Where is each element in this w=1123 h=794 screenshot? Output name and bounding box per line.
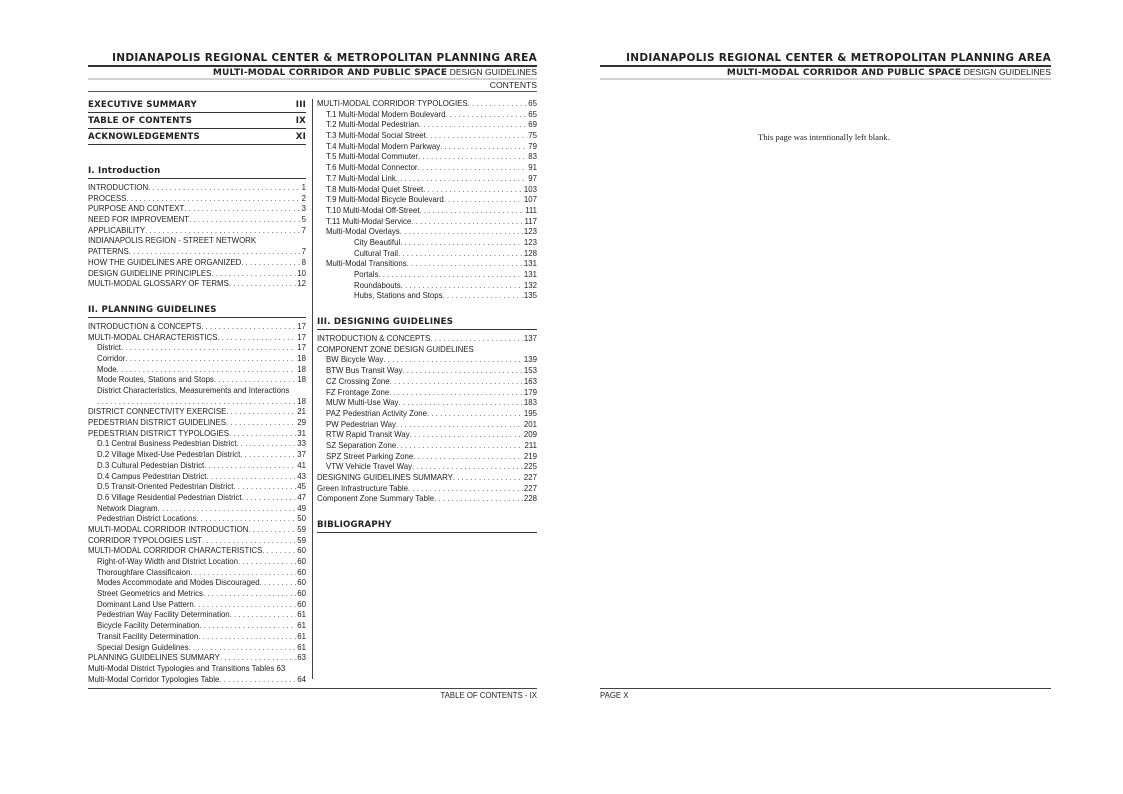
toc-entry[interactable]: . . . 18 (88, 397, 306, 408)
footer-rule (88, 688, 537, 689)
toc-entry[interactable]: T.10 Multi-Modal Off-Street . . . 111 (317, 206, 537, 217)
toc-entry[interactable]: City Beautiful . . . 123 (317, 238, 537, 249)
section-page-number: IX (295, 116, 306, 126)
toc-entry[interactable]: MULTI-MODAL CHARACTERISTICS . . . 17 (88, 333, 306, 344)
toc-entry[interactable]: Mode . . . 18 (88, 365, 306, 376)
toc-entry[interactable]: District Characteristics, Measurements and Interactions (97, 386, 290, 395)
header-title-right: INDIANAPOLIS REGIONAL CENTER & METROPOLITAN PLANNING AREA (626, 52, 1051, 64)
toc-entry[interactable]: NEED FOR IMPROVEMENT . . . 5 (88, 215, 306, 226)
toc-entry[interactable]: T.3 Multi-Modal Social Street . . . 75 (317, 131, 537, 142)
toc-entry[interactable]: DISTRICT CONNECTIVITY EXERCISE . . . 21 (88, 407, 306, 418)
toc-entry[interactable]: PAZ Pedestrian Activity Zone . . . 195 (317, 409, 537, 420)
toc-entry[interactable]: D.5 Transit-Oriented Pedestrian District . . . 45 (88, 482, 306, 493)
toc-entry[interactable]: T.4 Multi-Modal Modern Parkway . . . 79 (317, 142, 537, 153)
toc-entry[interactable]: DESIGNING GUIDELINES SUMMARY . . . 227 (317, 473, 537, 484)
page-number: PAGE X (600, 691, 629, 700)
toc-entry[interactable]: CORRIDOR TYPOLOGIES LIST . . . 59 (88, 536, 306, 547)
toc-entry[interactable]: Street Geometrics and Metrics . . . 60 (88, 589, 306, 600)
toc-entry[interactable]: Portals . . . 131 (317, 270, 537, 281)
toc-entry[interactable]: Hubs, Stations and Stops . . . 135 (317, 291, 537, 302)
toc-entry[interactable]: HOW THE GUIDELINES ARE ORGANIZED . . . 8 (88, 258, 306, 269)
toc-entry[interactable]: Thoroughfare Classificaion . . . 60 (88, 568, 306, 579)
toc-entry[interactable]: MULTI-MODAL CORRIDOR CHARACTERISTICS . . . 60 (88, 546, 306, 557)
header-subtitle-right: MULTI-MODAL CORRIDOR AND PUBLIC SPACE DESIGN GUIDELINES (726, 67, 1051, 78)
section-title: I. Introduction (88, 165, 306, 179)
toc-left-column (88, 99, 306, 685)
toc-entry[interactable]: D.6 Village Residential Pedestrian District . . . 47 (88, 493, 306, 504)
toc-entry[interactable]: CZ Crossing Zone . . . 163 (317, 377, 537, 388)
toc-entry[interactable]: MUW Multi-Use Way . . . 183 (317, 398, 537, 409)
toc-entry[interactable]: Transit Facility Determination . . . 61 (88, 632, 306, 643)
toc-entry[interactable]: SZ Separation Zone . . . 211 (317, 441, 537, 452)
toc-entry[interactable]: Dominant Land Use Pattern . . . 60 (88, 600, 306, 611)
toc-entry[interactable]: T.7 Multi-Modal Link . . . 97 (317, 174, 537, 185)
left-page (0, 0, 560, 794)
toc-entry[interactable]: PW Pedestrian Way . . . 201 (317, 420, 537, 431)
toc-entry[interactable]: D.2 Village Mixed-Use Pedestrian District . . . 37 (88, 450, 306, 461)
header-title: INDIANAPOLIS REGIONAL CENTER & METROPOLITAN PLANNING AREA (112, 52, 537, 64)
section-page-number: III (295, 100, 306, 110)
toc-entry[interactable]: T.8 Multi-Modal Quiet Street . . . 103 (317, 185, 537, 196)
toc-entry[interactable]: INTRODUCTION & CONCEPTS . . . 137 (317, 334, 537, 345)
toc-entry[interactable]: T.2 Multi-Modal Pedestrian . . . 69 (317, 120, 537, 131)
header-bottom-rule (88, 91, 537, 92)
section-title: II. PLANNING GUIDELINES (88, 304, 306, 318)
toc-entry[interactable]: SPZ Street Parking Zone . . . 219 (317, 452, 537, 463)
toc-entry[interactable]: D.1 Central Business Pedestrian District . . . 33 (88, 439, 306, 450)
section-title: ACKNOWLEDGEMENTS XI (88, 131, 306, 145)
page-header-right (600, 52, 1051, 80)
toc-entry[interactable]: RTW Rapid Transit Way . . . 209 (317, 430, 537, 441)
toc-entry[interactable]: Multi-Modal Overlays . . . 123 (317, 227, 537, 238)
toc-entry[interactable]: Right-of-Way Width and District Location . . . 60 (88, 557, 306, 568)
toc-entry[interactable]: D.4 Campus Pedestrian District . . . 43 (88, 472, 306, 483)
toc-right-column (317, 99, 537, 533)
toc-entry[interactable]: PATTERNS . . . 7 (88, 247, 306, 258)
toc-entry[interactable]: VTW Vehicle Travel Way . . . 225 (317, 462, 537, 473)
toc-entry[interactable]: Component Zone Summary Table . . . 228 (317, 494, 537, 505)
toc-entry[interactable]: T.11 Multi-Modal Service . . . 117 (317, 217, 537, 228)
toc-entry[interactable]: T.5 Multi-Modal Commuter . . . 83 (317, 152, 537, 163)
header-grey-band (88, 78, 537, 80)
toc-entry[interactable]: Multi-Modal District Typologies and Transitions Tables 63 (88, 663, 286, 673)
header-grey-band-right (600, 78, 1051, 80)
toc-entry[interactable]: PEDESTRIAN DISTRICT TYPOLOGIES . . . 31 (88, 429, 306, 440)
blank-page-note: This page was intentionally left blank. (758, 132, 890, 142)
toc-entry[interactable]: Green Infrastructure Table . . . 227 (317, 484, 537, 495)
toc-entry[interactable]: D.3 Cultural Pedestrian District . . . 41 (88, 461, 306, 472)
toc-entry[interactable]: Bicycle Facility Determination . . . 61 (88, 621, 306, 632)
toc-entry[interactable]: District . . . 17 (88, 343, 306, 354)
section-title: EXECUTIVE SUMMARY III (88, 99, 306, 113)
footer-rule-right (600, 688, 1051, 689)
toc-entry[interactable]: PURPOSE AND CONTEXT . . . 3 (88, 204, 306, 215)
section-title: TABLE OF CONTENTS IX (88, 115, 306, 129)
toc-entry[interactable]: T.6 Multi-Modal Connector . . . 91 (317, 163, 537, 174)
header-subtitle: MULTI-MODAL CORRIDOR AND PUBLIC SPACE DESIGN GUIDELINES (212, 67, 537, 78)
page-footer: TABLE OF CONTENTS - IX (440, 691, 537, 700)
toc-entry[interactable]: Multi-Modal Transitions . . . 131 (317, 259, 537, 270)
toc-entry[interactable]: APPLICABILITY . . . 7 (88, 226, 306, 237)
header-section: CONTENTS (489, 80, 537, 90)
toc-entry[interactable]: PLANNING GUIDELINES SUMMARY . . . 63 (88, 653, 306, 664)
toc-entry[interactable]: MULTI-MODAL GLOSSARY OF TERMS . . . 12 (88, 279, 306, 290)
toc-entry[interactable]: PROCESS . . . 2 (88, 194, 306, 205)
toc-entry[interactable]: INDIANAPOLIS REGION - STREET NETWORK (88, 236, 257, 246)
toc-entry[interactable]: DESIGN GUIDELINE PRINCIPLES . . . 10 (88, 269, 306, 280)
toc-entry[interactable]: BW Bicycle Way . . . 139 (317, 355, 537, 366)
section-title: III. DESIGNING GUIDELINES (317, 316, 537, 330)
toc-entry[interactable]: INTRODUCTION . . . 1 (88, 183, 306, 194)
section-title: BIBLIOGRAPHY (317, 519, 537, 533)
toc-entry[interactable]: Pedestrian District Locations . . . 50 (88, 514, 306, 525)
toc-entry[interactable]: MULTI-MODAL CORRIDOR INTRODUCTION . . . 59 (88, 525, 306, 536)
toc-entry[interactable]: T.1 Multi-Modal Modern Boulevard . . . 65 (317, 110, 537, 121)
toc-entry[interactable]: Special Design Guidelines . . . 61 (88, 643, 306, 654)
toc-entry[interactable]: PEDESTRIAN DISTRICT GUIDELINES . . . 29 (88, 418, 306, 429)
toc-entry[interactable]: COMPONENT ZONE DESIGN GUIDELINES (317, 344, 474, 354)
toc-entry[interactable]: Roundabouts . . . 132 (317, 281, 537, 292)
toc-entry[interactable]: Pedestrian Way Facility Determination . . . 61 (88, 610, 306, 621)
toc-entry[interactable]: Cultural Trail . . . 128 (317, 249, 537, 260)
right-page (562, 0, 1123, 794)
toc-entry[interactable]: FZ Frontage Zone . . . 179 (317, 388, 537, 399)
toc-entry[interactable]: MULTI-MODAL CORRIDOR TYPOLOGIES . . . 65 (317, 99, 537, 110)
column-divider (312, 99, 313, 679)
toc-entry[interactable]: T.9 Multi-Modal Bicycle Boulevard . . . 107 (317, 195, 537, 206)
toc-entry[interactable]: Corridor . . . 18 (88, 354, 306, 365)
toc-entry[interactable]: BTW Bus Transit Way . . . 153 (317, 366, 537, 377)
toc-entry[interactable]: Mode Routes, Stations and Stops . . . 18 (88, 375, 306, 386)
toc-entry[interactable]: Multi-Modal Corridor Typologies Table . . . 64 (88, 675, 306, 686)
page-header (88, 52, 537, 94)
toc-entry[interactable]: Network Diagram . . . 49 (88, 504, 306, 515)
toc-entry[interactable]: Modes Accommodate and Modes Discouraged . . . 60 (88, 578, 306, 589)
toc-entry[interactable]: INTRODUCTION & CONCEPTS . . . 17 (88, 322, 306, 333)
section-page-number: XI (295, 132, 306, 142)
